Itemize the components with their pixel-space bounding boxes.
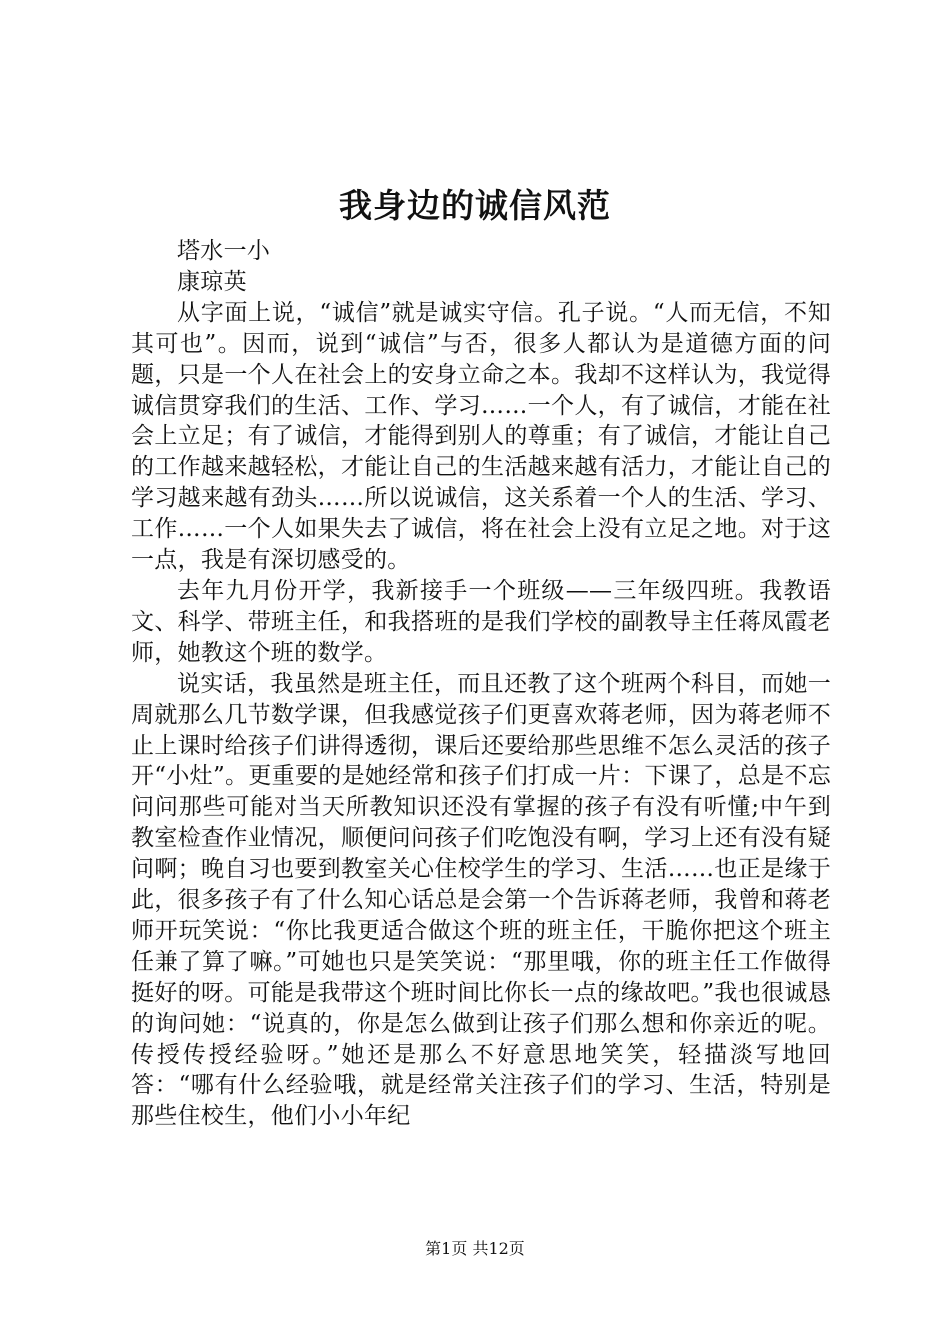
paragraph: 说实话，我虽然是班主任，而且还教了这个班两个科目，而她一周就那么几节数学课，但我感觉孩子们更喜欢蒋老师，因为蒋老师不止上课时给孩子们讲得透彻，课后还要给那些思维不怎么灵活的孩子开“小灶”。更重要的是她经常和孩子们打成一片：下课了，总是不忘问问那些可能对当天所教知识还没有掌握的孩子有没有听懂;中午到教室检查作业情况，顺便问问孩子们吃饱没有啊，学习上还有没有疑问啊；晚自习也要到教室关心住校学生的学习、生活……也正是缘于此，很多孩子有了什么知心话总是会第一个告诉蒋老师，我曾和蒋老师开玩笑说：“你比我更适合做这个班的班主任，干脆你把这个班主任兼了算了嘛。”可她也只是笑笑说：“那里哦，你的班主任工作做得挺好的呀。可能是我带这个班时间比你长一点的缘故吧。”我也很诚恳的询问她：“说真的，你是怎么做到让孩子们那么想和你亲近的呢。传授传授经验呀。”她还是那么不好意思地笑笑，轻描淡写地回答：“哪有什么经验哦，就是经常关注孩子们的学习、生活，特别是那些住校生，他们小小年纪	[131, 670, 831, 1130]
document-title: 我身边的诚信风范	[339, 186, 611, 225]
school-line: 塔水一小	[177, 238, 271, 264]
page-number-footer: 第1页 共12页	[425, 1239, 525, 1258]
author-line: 康琼英	[177, 268, 247, 295]
document-body	[131, 236, 831, 1132]
paragraph: 从字面上说，“诚信”就是诚实守信。孔子说。“人而无信，不知其可也”。因而，说到“诚信”与否，很多人都认为是道德方面的问题，只是一个人在社会上的安身立命之本。我却不这样认为，我觉得诚信贯穿我们的生活、工作、学习……一个人，有了诚信，才能在社会上立足；有了诚信，才能得到别人的尊重；有了诚信，才能让自己的工作越来越轻松，才能让自己的生活越来越有活力，才能让自己的学习越来越有劲头……所以说诚信，这关系着一个人的生活、学习、工作……一个人如果失去了诚信，将在社会上没有立足之地。对于这一点，我是有深切感受的。	[131, 299, 831, 574]
paragraph: 去年九月份开学，我新接手一个班级——三年级四班。我教语文、科学、带班主任，和我搭班的是我们学校的副教导主任蒋凤霞老师，她教这个班的数学。	[131, 577, 831, 666]
